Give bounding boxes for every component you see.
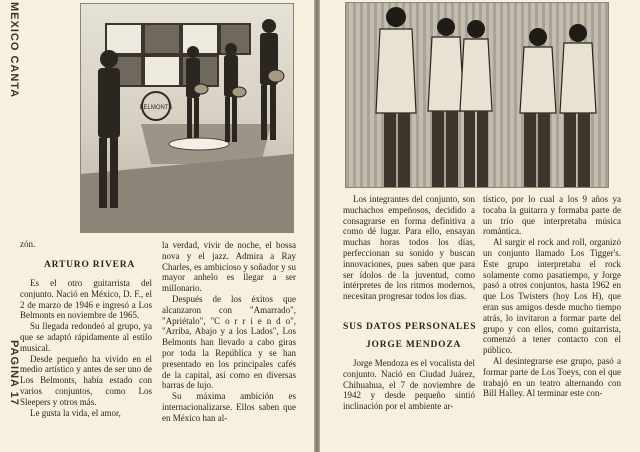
left-column-1 (20, 278, 152, 452)
subheading-jorge-mendoza: JORGE MENDOZA (366, 340, 462, 350)
right-column-2 (483, 194, 621, 452)
paragraph: Al surgir el rock and roll, organizó un conjunto llamado Los Tigger's. Este grupo interpretaba el rock solamente como pasatiempo, y Jorge pasó a otros conjuntos, hasta 1962 en que Los Twisters (hoy Los H), que eran sus amigos desde mucho tiempo atrás, lo invitaron a formar parte del grupo y con ellos, como guitarrista, comenzó a tener contacto con el público. (483, 237, 621, 356)
band-suits-illustration (346, 3, 608, 187)
paragraph: tístico, por lo cual a los 9 años ya tocaba la guitarra y formaba parte de un trío que interpretaba música romántica. (483, 194, 621, 237)
paragraph: Los integrantes del conjunto, son muchachos empeñosos, decidido a consagrarse en forma definitiva a como dé lugar. Para ello, ensayan muchas horas todos los días, perfeccionan su sonido y buscan innovaciones, pues saben que para ser ídolos de la juventud, como intérpretes de los ritmos modernos, necesitan progresar todos los días. (343, 194, 475, 302)
left-column-2 (162, 240, 296, 452)
paragraph: Después de los éxitos que alcanzaron con "Amarrado", "Apriétalo", "C o r r i e n d o", "Arriba, Abajo y a los Lados", Los Belmonts han llevado a cabo giras por toda la República y se han presentado en los principales cafés de la capital, así como en diversas barras de lujo. (162, 293, 296, 391)
paragraph: Le gusta la vida, el amor, (30, 407, 121, 418)
magazine-name: MEXICO CANTA (8, 2, 20, 99)
right-column-1-body (343, 358, 475, 452)
paragraph: Es el otro guitarrista del conjunto. Nació en México, D. F., el 2 de marzo de 1946 e ingresó a Los Belmonts en noviembre de 1965. (20, 278, 152, 321)
section-heading-arturo-rivera: ARTURO RIVERA (44, 260, 136, 270)
paragraph: Al desintegrarse ese grupo, pasó a formar parte de Los Toeys, con el que trabajó en un teatro alternando con Bill Halley. Al terminar este con- (483, 355, 621, 399)
continued-text-fragment: zón. (20, 239, 36, 249)
paragraph: la verdad, vivir de noche, el bossa nova y el jazz. Admira a Ray Charles, es ambicioso y soñador y su mayor anhelo es llegar a ser millonario. (162, 240, 296, 294)
paragraph: Su máxima ambición es internacionalizarse. Ellos saben que en México han al- (162, 391, 296, 423)
paragraph: Jorge Mendoza es el vocalista del conjunto. Nació en Ciudad Juárez, Chihuahua, el 7 de noviembre de 1942 y desde pequeño sintió inclinación por el ambiente ar- (343, 358, 475, 412)
right-column-1-intro (343, 194, 475, 302)
left-page (0, 0, 314, 452)
band-stage-illustration (81, 4, 293, 232)
paragraph: Desde pequeño ha vivido en el medio artístico y antes de ser uno de Los Belmonts, había estado con varios conjuntos, como Los Sleepers y otros más. (20, 353, 152, 407)
drum-logo: BELMONTS (139, 105, 173, 111)
page-number: PAGINA 17 (8, 340, 20, 406)
band-portrait-photo (345, 2, 609, 188)
section-heading-datos-personales: SUS DATOS PERSONALES (343, 322, 477, 332)
band-stage-photo (80, 3, 294, 233)
paragraph: Su llegada redondeó al grupo, ya que se adaptó rápidamente al estilo musical. (20, 321, 152, 353)
